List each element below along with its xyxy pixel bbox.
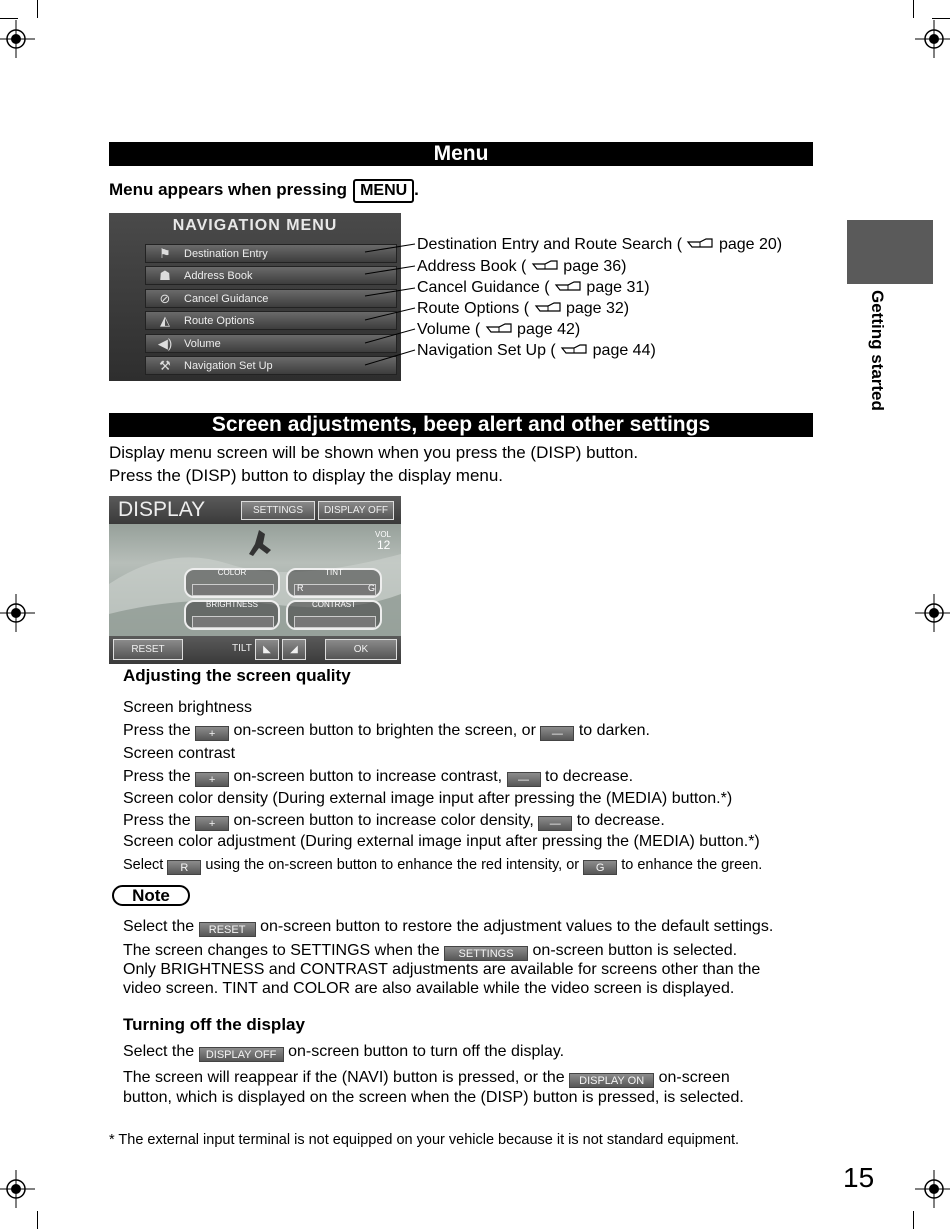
density-heading: Screen color density (During external image input after pressing the (MEDIA) button.*): [123, 790, 733, 807]
flag-icon: ⚑: [159, 246, 171, 261]
registration-mark-icon: [0, 1170, 35, 1208]
registration-mark-icon: [0, 20, 35, 58]
green-button-icon: G: [583, 860, 617, 875]
hand-pointer-icon: [686, 236, 714, 250]
plus-button-icon: +: [195, 816, 229, 831]
page-number: 15: [843, 1162, 875, 1193]
nav-item-cancel-guidance: ⊘ Cancel Guidance: [145, 289, 397, 308]
turn-off-line-1: Select the DISPLAY OFF on-screen button to turn off the display.: [123, 1043, 565, 1061]
settings-button-icon: SETTINGS: [444, 946, 528, 961]
screen-intro-line2: Press the (DISP) button to display the display menu.: [109, 466, 504, 485]
registration-mark-icon: [915, 1170, 950, 1208]
nav-item-destination-entry: ⚑ Destination Entry: [145, 244, 397, 263]
menu-intro: Menu appears when pressing MENU .: [109, 179, 419, 203]
crop-mark: [37, 1211, 38, 1229]
section-title-menu: Menu: [109, 142, 813, 166]
coloradj-instruction: Select R using the on-screen button to enhance the red intensity, or G to enhance the green.: [123, 857, 763, 874]
display-menu-screenshot: [109, 496, 401, 664]
volume-value: 12: [377, 538, 391, 552]
display-on-button-icon: DISPLAY ON: [569, 1073, 654, 1088]
wrench-icon: ⚒: [159, 358, 171, 373]
volume-label: VOL: [375, 530, 392, 539]
callout-destination: Destination Entry and Route Search ( page 20): [417, 236, 783, 253]
hand-pointer-icon: [531, 258, 559, 272]
callout-volume: Volume ( page 42): [417, 321, 581, 338]
contrast-control: CONTRAST: [286, 600, 382, 630]
display-title: DISPLAY: [118, 498, 206, 521]
book-icon: ☗: [159, 268, 171, 283]
tilt-left-icon: ◣: [255, 639, 279, 660]
crop-mark: [913, 0, 914, 18]
navigation-menu-screenshot: [109, 213, 401, 381]
display-off-button-icon: DISPLAY OFF: [199, 1047, 284, 1062]
brightness-instruction: Press the + on-screen button to brighten the screen, or — to darken.: [123, 722, 650, 740]
registration-mark-icon: [915, 594, 950, 632]
section-title-screen-adjustments: Screen adjustments, beep alert and other settings: [109, 413, 813, 437]
display-off-button: DISPLAY OFF: [318, 501, 394, 520]
registration-mark-icon: [915, 20, 950, 58]
ok-button: OK: [325, 639, 397, 660]
note-label: Note: [112, 885, 190, 906]
brightness-heading: Screen brightness: [123, 699, 252, 716]
route-icon: ◭: [160, 313, 170, 328]
turn-off-heading: Turning off the display: [123, 1015, 305, 1034]
cancel-icon: ⊘: [159, 291, 171, 306]
speaker-icon: ◀): [157, 336, 173, 351]
crop-mark: [0, 18, 18, 19]
tilt-right-icon: ◢: [282, 639, 306, 660]
red-button-icon: R: [167, 860, 201, 875]
adjusting-heading: Adjusting the screen quality: [123, 666, 351, 685]
reset-button: RESET: [113, 639, 183, 660]
plus-button-icon: +: [195, 772, 229, 787]
tint-control: TINT R G: [286, 568, 382, 598]
note-line-4: video screen. TINT and COLOR are also available while the video screen is displayed.: [123, 980, 735, 997]
note-line-1: Select the RESET on-screen button to restore the adjustment values to the default settings.: [123, 918, 774, 936]
hand-pointer-icon: [534, 300, 562, 314]
nav-item-volume: ◀) Volume: [145, 334, 397, 353]
nav-item-address-book: ☗ Address Book: [145, 266, 397, 285]
callout-cancel-guidance: Cancel Guidance ( page 31): [417, 279, 650, 296]
contrast-heading: Screen contrast: [123, 745, 236, 762]
reset-button-icon: RESET: [199, 922, 256, 937]
hand-pointer-icon: [560, 342, 588, 356]
callout-lines: [360, 240, 420, 370]
crop-mark: [913, 1211, 914, 1229]
plus-button-icon: +: [195, 726, 229, 741]
callout-navigation-setup: Navigation Set Up ( page 44): [417, 342, 656, 359]
nav-menu-title: NAVIGATION MENU: [172, 217, 338, 234]
crop-mark: [932, 18, 950, 19]
callout-address-book: Address Book ( page 36): [417, 258, 627, 275]
side-tab: [847, 220, 933, 284]
minus-button-icon: —: [507, 772, 541, 787]
turn-off-line-2: The screen will reappear if the (NAVI) button is pressed, or the DISPLAY ON on-screen: [123, 1069, 730, 1087]
registration-mark-icon: [0, 594, 35, 632]
minus-button-icon: —: [538, 816, 572, 831]
side-tab-label: Getting started: [868, 290, 887, 411]
turn-off-line-3: button, which is displayed on the screen when the (DISP) button is pressed, is selected.: [123, 1089, 744, 1106]
note-line-2: The screen changes to SETTINGS when the SETTINGS on-screen button is selected.: [123, 942, 738, 960]
coloradj-heading: Screen color adjustment (During external image input after pressing the (MEDIA) button.*): [123, 833, 760, 850]
minus-button-icon: —: [540, 726, 574, 741]
settings-button: SETTINGS: [241, 501, 315, 520]
brightness-control: BRIGHTNESS: [184, 600, 280, 630]
tilt-label: TILT: [232, 643, 252, 654]
contrast-instruction: Press the + on-screen button to increase contrast, — to decrease.: [123, 768, 634, 786]
crop-mark: [37, 0, 38, 18]
hand-pointer-icon: [554, 279, 582, 293]
menu-key: MENU: [353, 179, 414, 203]
color-control: COLOR: [184, 568, 280, 598]
note-line-3: Only BRIGHTNESS and CONTRAST adjustments are available for screens other than the: [123, 961, 761, 978]
nav-item-navigation-setup: ⚒ Navigation Set Up: [145, 356, 397, 375]
screen-intro-line1: Display menu screen will be shown when you press the (DISP) button.: [109, 443, 639, 462]
callout-route-options: Route Options ( page 32): [417, 300, 630, 317]
density-instruction: Press the + on-screen button to increase color density, — to decrease.: [123, 812, 665, 830]
nav-item-route-options: ◭ Route Options: [145, 311, 397, 330]
hand-pointer-icon: [485, 321, 513, 335]
footnote: * The external input terminal is not equipped on your vehicle because it is not standard equipment.: [109, 1132, 740, 1148]
